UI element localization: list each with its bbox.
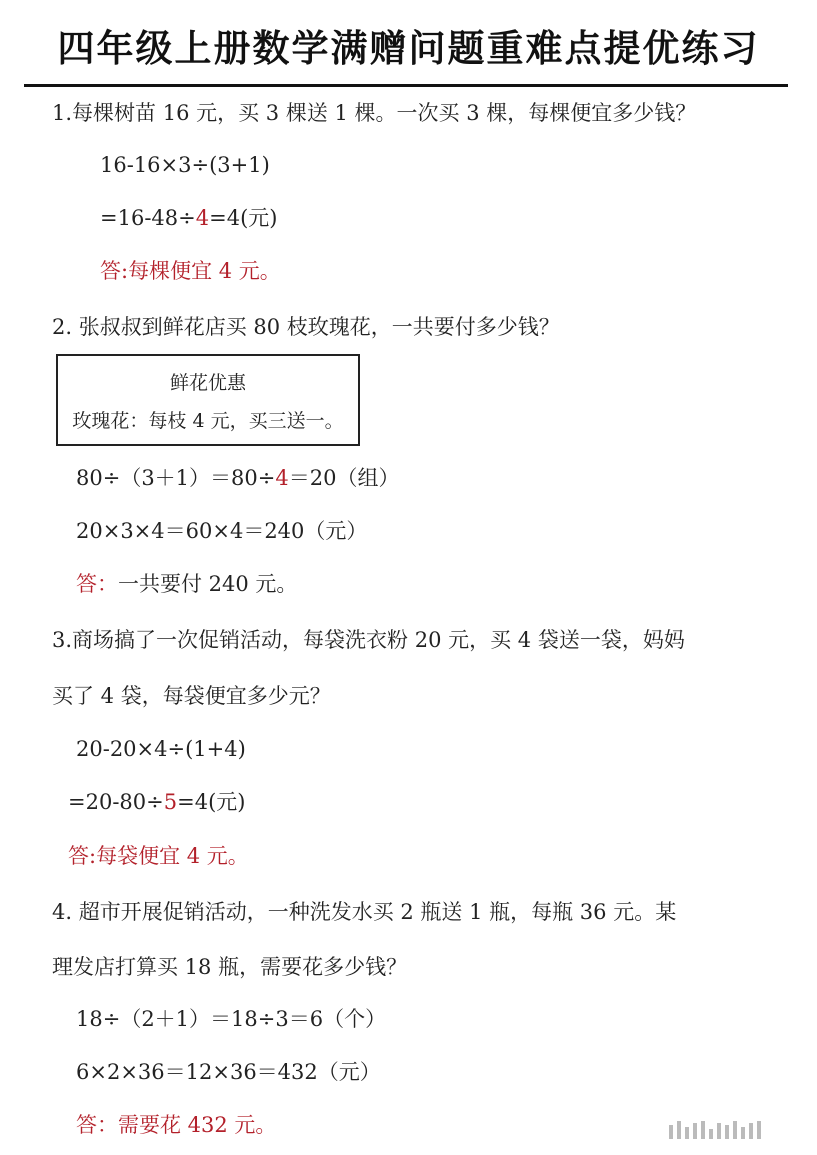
problem-4-question-line-2: 理发店打算买 18 瓶，需要花多少钱？: [52, 955, 408, 979]
problem-2-calc-2: [76, 516, 367, 546]
page-title: 四年级上册数学满赠问题重难点提优练习: [57, 27, 760, 70]
calc-text: 20×3×4＝60×4＝240（元）: [76, 519, 368, 543]
calc-text: =20-80÷: [68, 790, 164, 814]
problem-1-calc-2: [100, 203, 277, 233]
problem-4-calc-1: [76, 1004, 386, 1034]
calc-text: 18÷（2＋1）＝18÷3＝6（个）: [76, 1007, 387, 1031]
problem-2-answer: [76, 569, 297, 599]
answer-text: 每袋便宜 4 元。: [96, 844, 249, 868]
problem-4-calc-2: [76, 1057, 381, 1087]
calc-text: 6×2×36＝12×36＝432（元）: [76, 1060, 381, 1084]
title-divider: [24, 84, 788, 87]
calc-highlight: 4: [195, 206, 210, 230]
promo-box: [56, 354, 360, 446]
answer-label: 答:: [68, 844, 97, 868]
calc-text: =4(元): [209, 206, 278, 230]
problem-1-question: 1.每棵树苗 16 元，买 3 棵送 1 棵。一次买 3 棵，每棵便宜多少钱？: [52, 101, 697, 125]
problem-1-answer: [100, 256, 281, 286]
promo-box-body: 玫瑰花：每枝 4 元，买三送一。: [72, 410, 344, 432]
problem-2-calc-1: [76, 463, 399, 493]
calc-text: 80÷（3＋1）＝80÷: [76, 466, 276, 490]
answer-label: 答:: [100, 259, 129, 283]
calc-text: =4(元): [177, 790, 246, 814]
answer-text: 一共要付 240 元。: [118, 572, 298, 596]
answer-text: 需要花 432 元。: [118, 1113, 277, 1137]
calc-highlight: 5: [163, 790, 178, 814]
problem-4-question-line-1: 4. 超市开展促销活动，一种洗发水买 2 瓶送 1 瓶，每瓶 36 元。某: [52, 900, 677, 924]
promo-box-title: 鲜花优惠: [169, 372, 246, 394]
calc-text: 16-16×3÷(3+1): [100, 153, 270, 177]
calc-text: ＝20（组）: [288, 466, 400, 490]
problem-3-calc-1: [76, 734, 246, 764]
problem-3-question-line-2: 买了 4 袋，每袋便宜多少元？: [52, 684, 331, 708]
problem-3-answer: [68, 841, 249, 871]
problem-3-calc-2: [68, 787, 245, 817]
watermark-icon: [669, 1119, 799, 1139]
answer-label: 答：: [76, 572, 118, 596]
problem-1-calc-1: [100, 150, 270, 180]
calc-highlight: 4: [275, 466, 289, 490]
calc-text: =16-48÷: [100, 206, 196, 230]
problem-4-answer: [76, 1110, 276, 1140]
answer-label: 答：: [76, 1113, 118, 1137]
calc-text: 20-20×4÷(1+4): [76, 737, 246, 761]
problem-2-question: 2. 张叔叔到鲜花店买 80 枝玫瑰花，一共要付多少钱？: [52, 315, 560, 339]
problem-3-question-line-1: 3.商场搞了一次促销活动，每袋洗衣粉 20 元，买 4 袋送一袋，妈妈: [52, 628, 685, 652]
answer-text: 每棵便宜 4 元。: [128, 259, 281, 283]
